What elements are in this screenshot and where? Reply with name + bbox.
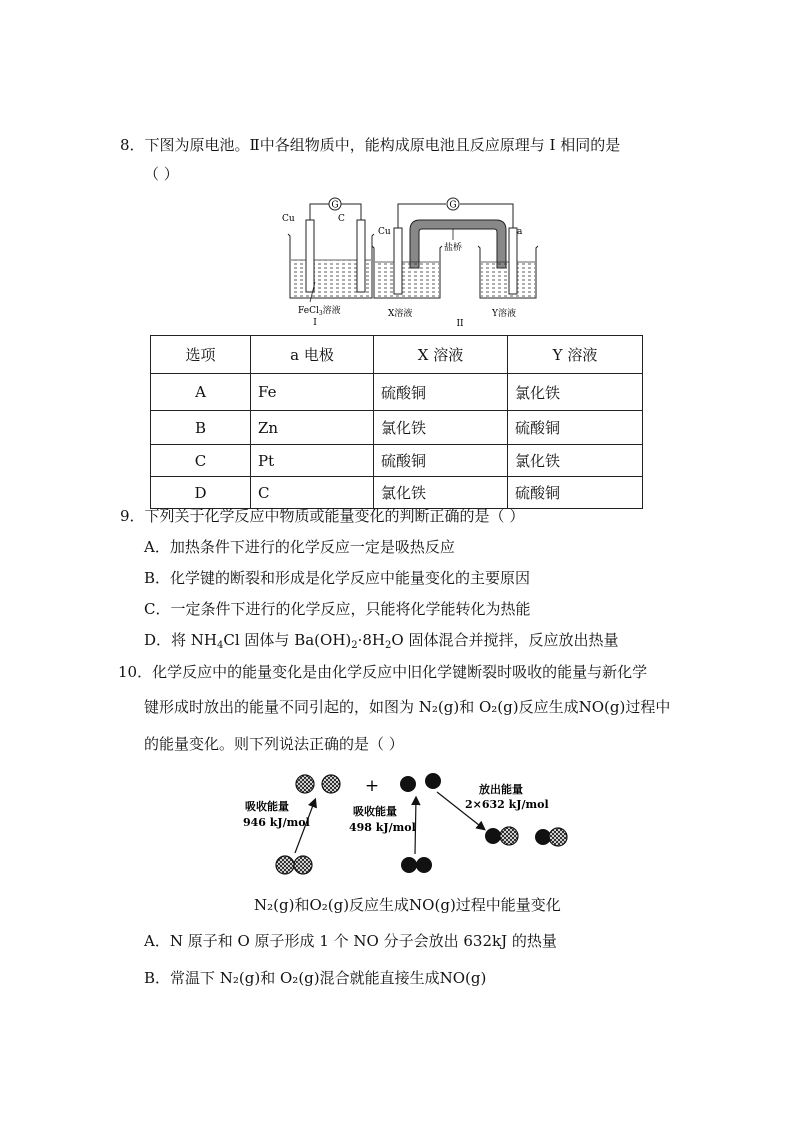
table-cell: Zn	[251, 411, 374, 445]
table-cell: 硫酸铜	[374, 445, 508, 477]
cell1-solution-label: FeCl$_3$溶液	[298, 306, 341, 317]
cell1-right-electrode-label: C	[338, 214, 345, 224]
table-cell: 硫酸铜	[508, 477, 643, 509]
table-header: 选项	[151, 336, 251, 374]
table-header: a 电极	[251, 336, 374, 374]
cell-two	[372, 198, 538, 329]
cell2-right-electrode-label: a	[517, 227, 523, 237]
table-cell: 氯化铁	[374, 477, 508, 509]
table-row	[151, 374, 643, 411]
absorb-energy-label-2: 吸收能量	[353, 805, 397, 818]
question-9-option-a: A．加热条件下进行的化学反应一定是吸热反应	[144, 538, 455, 556]
table-header: X 溶液	[374, 336, 508, 374]
question-9-option-c: C．一定条件下进行的化学反应，只能将化学能转化为热能	[144, 600, 531, 618]
table-cell: Pt	[251, 445, 374, 477]
no-molecule-icon	[485, 828, 501, 844]
oxygen-atom-icon	[400, 776, 416, 792]
release-energy-label: 放出能量	[479, 783, 523, 796]
figure-caption: N₂(g)和O₂(g)反应生成NO(g)过程中能量变化	[254, 896, 561, 914]
table-row	[151, 411, 643, 445]
nitrogen-atom-icon	[296, 775, 314, 793]
question-10-option-a: A．N 原子和 O 原子形成 1 个 NO 分子会放出 632kJ 的热量	[144, 932, 557, 950]
table-cell: 硫酸铜	[374, 374, 508, 411]
question-8-stem: 8．下图为原电池。Ⅱ中各组物质中，能构成原电池且反应原理与 Ⅰ 相同的是	[120, 136, 621, 154]
cell1-left-electrode-label: Cu	[282, 214, 295, 224]
table-cell: Fe	[251, 374, 374, 411]
oxygen-atom-icon	[425, 773, 441, 789]
absorb-energy-value-2: 498 kJ/mol	[349, 821, 416, 834]
question-8-answer-blank: （ ）	[144, 165, 179, 183]
release-energy-value: 2×632 kJ/mol	[465, 798, 549, 811]
question-9-stem: 9．下列关于化学反应中物质或能量变化的判断正确的是（ ）	[120, 507, 525, 525]
galvanic-cell-figure	[270, 190, 540, 330]
table-cell: A	[151, 374, 251, 411]
table-row	[151, 477, 643, 509]
energy-change-figure	[225, 762, 585, 882]
question-9-option-d: D．将 $NH_4Cl$ 固体与 $Ba(OH)_2\cdot 8H_2O$ 固体混合并搅拌，反应放出热量	[144, 631, 619, 651]
options-table	[150, 335, 643, 509]
absorb-energy-label-1: 吸收能量	[245, 800, 289, 813]
cell-one	[282, 198, 374, 328]
plus-sign: +	[364, 776, 380, 796]
question-10-option-b: B．常温下 N₂(g)和 O₂(g)混合就能直接生成NO(g)	[144, 969, 487, 987]
y-solution-label: Y溶液	[492, 309, 516, 319]
table-cell: 硫酸铜	[508, 411, 643, 445]
question-9-option-b: B．化学键的断裂和形成是化学反应中能量变化的主要原因	[144, 569, 531, 587]
table-cell: C	[151, 445, 251, 477]
oxygen-molecule-icon	[401, 857, 417, 873]
nitrogen-atom-icon	[322, 775, 340, 793]
question-10-stem-line2: 键形成时放出的能量不同引起的，如图为 N₂(g)和 O₂(g)反应生成NO(g)过程中	[144, 698, 671, 716]
cell2-label: II	[456, 319, 464, 329]
salt-bridge-label: 盐桥	[444, 243, 463, 253]
table-row	[151, 445, 643, 477]
table-cell: 氯化铁	[374, 411, 508, 445]
table-header-row	[151, 336, 643, 374]
absorb-energy-value-1: 946 kJ/mol	[243, 816, 310, 829]
table-cell: B	[151, 411, 251, 445]
table-header: Y 溶液	[508, 336, 643, 374]
table-cell: 氯化铁	[508, 374, 643, 411]
cell1-label: I	[313, 318, 317, 328]
question-10-stem-line1: 10．化学反应中的能量变化是由化学反应中旧化学键断裂时吸收的能量与新化学	[118, 663, 648, 681]
galvanometer-label: G	[331, 200, 339, 211]
cell2-left-electrode-label: Cu	[378, 227, 391, 237]
table-cell: 氯化铁	[508, 445, 643, 477]
galvanometer-label-2: G	[449, 200, 457, 211]
question-10-stem-line3: 的能量变化。则下列说法正确的是（ ）	[144, 735, 404, 753]
table-cell: D	[151, 477, 251, 509]
x-solution-label: X溶液	[388, 309, 413, 319]
table-cell: C	[251, 477, 374, 509]
nitrogen-molecule-icon	[276, 856, 294, 874]
